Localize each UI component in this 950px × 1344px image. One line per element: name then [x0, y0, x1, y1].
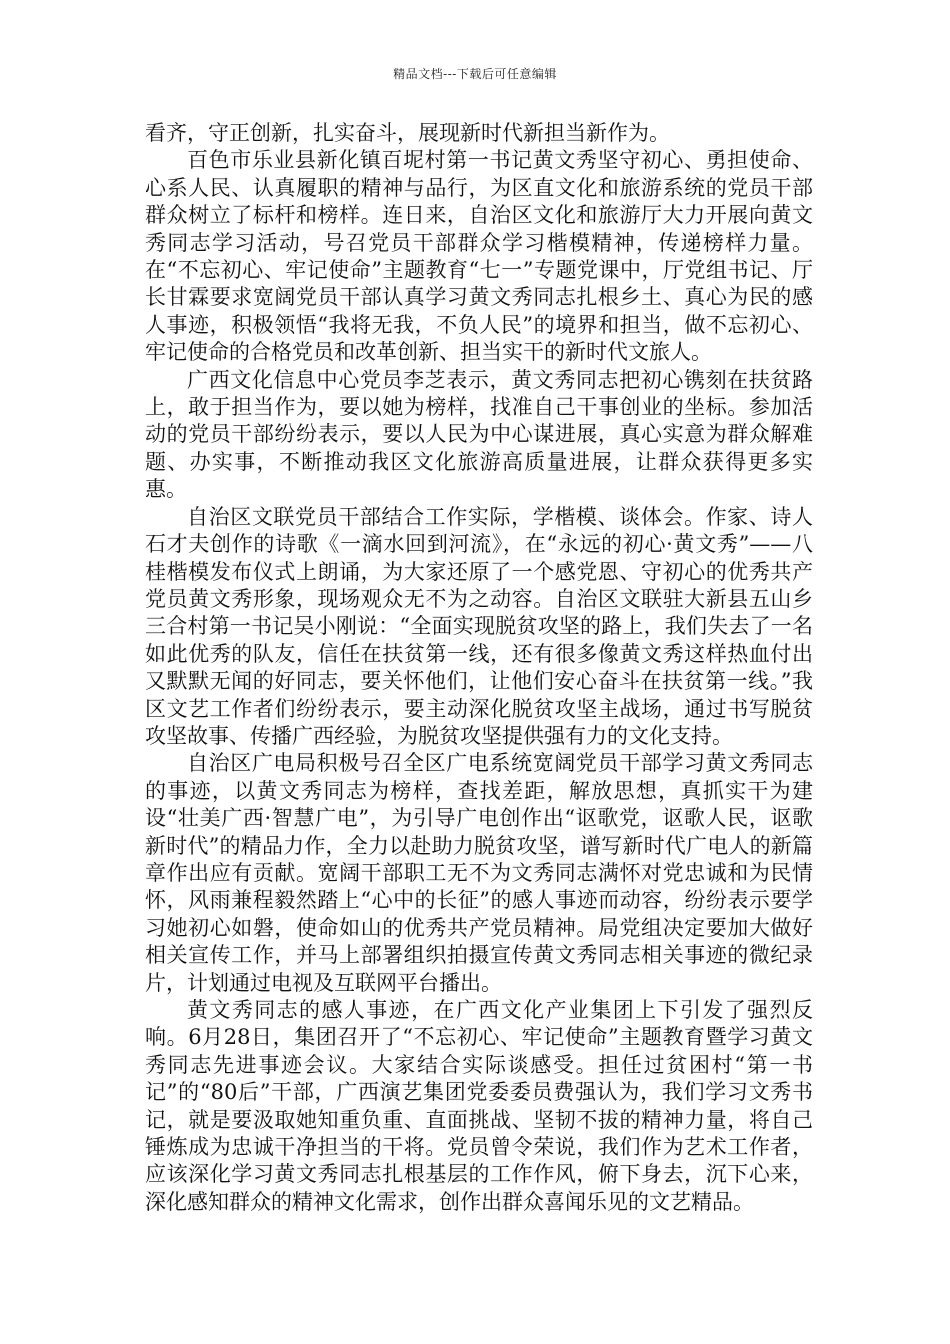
- paragraph-6: 黄文秀同志的感人事迹，在广西文化产业集团上下引发了强烈反响。6月28日，集团召开了“不忘初心、牢记使命”主题教育暨学习黄文秀同志先进事迹会议。大家结合实际谈感受。担任过贫困村“第一书记”的“80后”干部，广西演艺集团党委委员费强认为，我们学习文秀书记，就是要汲取她知重负重、直面挑战、坚韧不拔的精神力量，将自己锤炼成为忠诚干净担当的干将。党员曾令荣说，我们作为艺术工作者，应该深化学习黄文秀同志扎根基层的工作作风，俯下身去，沉下心来，深化感知群众的精神文化需求，创作出群众喜闻乐见的文艺精品。: [145, 998, 813, 1214]
- paragraph-3: 广西文化信息中心党员李芝表示，黄文秀同志把初心镌刻在扶贫路上，敢于担当作为，要以她为榜样，找准自己干事创业的坐标。参加活动的党员干部纷纷表示，要以人民为中心谋进展，真心实意为群众解难题、办实事，不断推动我区文化旅游高质量进展，让群众获得更多实惠。: [145, 367, 813, 502]
- paragraph-2: 百色市乐业县新化镇百坭村第一书记黄文秀坚守初心、勇担使命、心系人民、认真履职的精神与品行，为区直文化和旅游系统的党员干部群众树立了标杆和榜样。连日来，自治区文化和旅游厅大力开展向黄文秀同志学习活动，号召党员干部群众学习楷模精神，传递榜样力量。在“不忘初心、牢记使命”主题教育“七一”专题党课中，厅党组书记、厅长甘霖要求宽阔党员干部认真学习黄文秀同志扎根乡土、真心为民的感人事迹，积极领悟“我将无我，不负人民”的境界和担当，做不忘初心、牢记使命的合格党员和改革创新、担当实干的新时代文旅人。: [145, 148, 813, 365]
- paragraph-1: 看齐，守正创新，扎实奋斗，展现新时代新担当新作为。: [145, 121, 670, 145]
- paragraph-5: 自治区广电局积极号召全区广电系统宽阔党员干部学习黄文秀同志的事迹，以黄文秀同志为榜样，查找差距，解放思想，真抓实干为建设“壮美广西·智慧广电”，为引导广电创作出“讴歌党，讴歌人民，讴歌新时代”的精品力作，全力以赴助力脱贫攻坚，谱写新时代广电人的新篇章作出应有贡献。宽阔干部职工无不为文秀同志满怀对党忠诚和为民情怀，风雨兼程毅然踏上“心中的长征”的感人事迹而动容，纷纷表示要学习她初心如磐，使命如山的优秀共产党员精神。局党组决定要加大做好相关宣传工作，并马上部署组织拍摄宣传黄文秀同志相关事迹的微纪录片，计划通过电视及互联网平台播出。: [145, 751, 813, 995]
- paragraph-4: 自治区文联党员干部结合工作实际，学楷模、谈体会。作家、诗人石才夫创作的诗歌《一滴水回到河流》，在“永远的初心·黄文秀”——八桂楷模发布仪式上朗诵，为大家还原了一个感党恩、守初心的优秀共产党员黄文秀形象，现场观众无不为之动容。自治区文联驻大新县五山乡三合村第一书记吴小刚说：“全面实现脱贫攻坚的路上，我们失去了一名如此优秀的队友，信任在扶贫第一线，还有很多像黄文秀这样热血付出又默默无闻的好同志，要关怀他们，让他们安心奋斗在扶贫第一线。”我区文艺工作者们纷纷表示，要主动深化脱贫攻坚主战场，通过书写脱贫攻坚故事、传播广西经验，为脱贫攻坚提供强有力的文化支持。: [145, 504, 813, 748]
- page-header: 精品文档---下载后可任意编辑: [393, 67, 557, 81]
- article-body: [145, 120, 813, 1216]
